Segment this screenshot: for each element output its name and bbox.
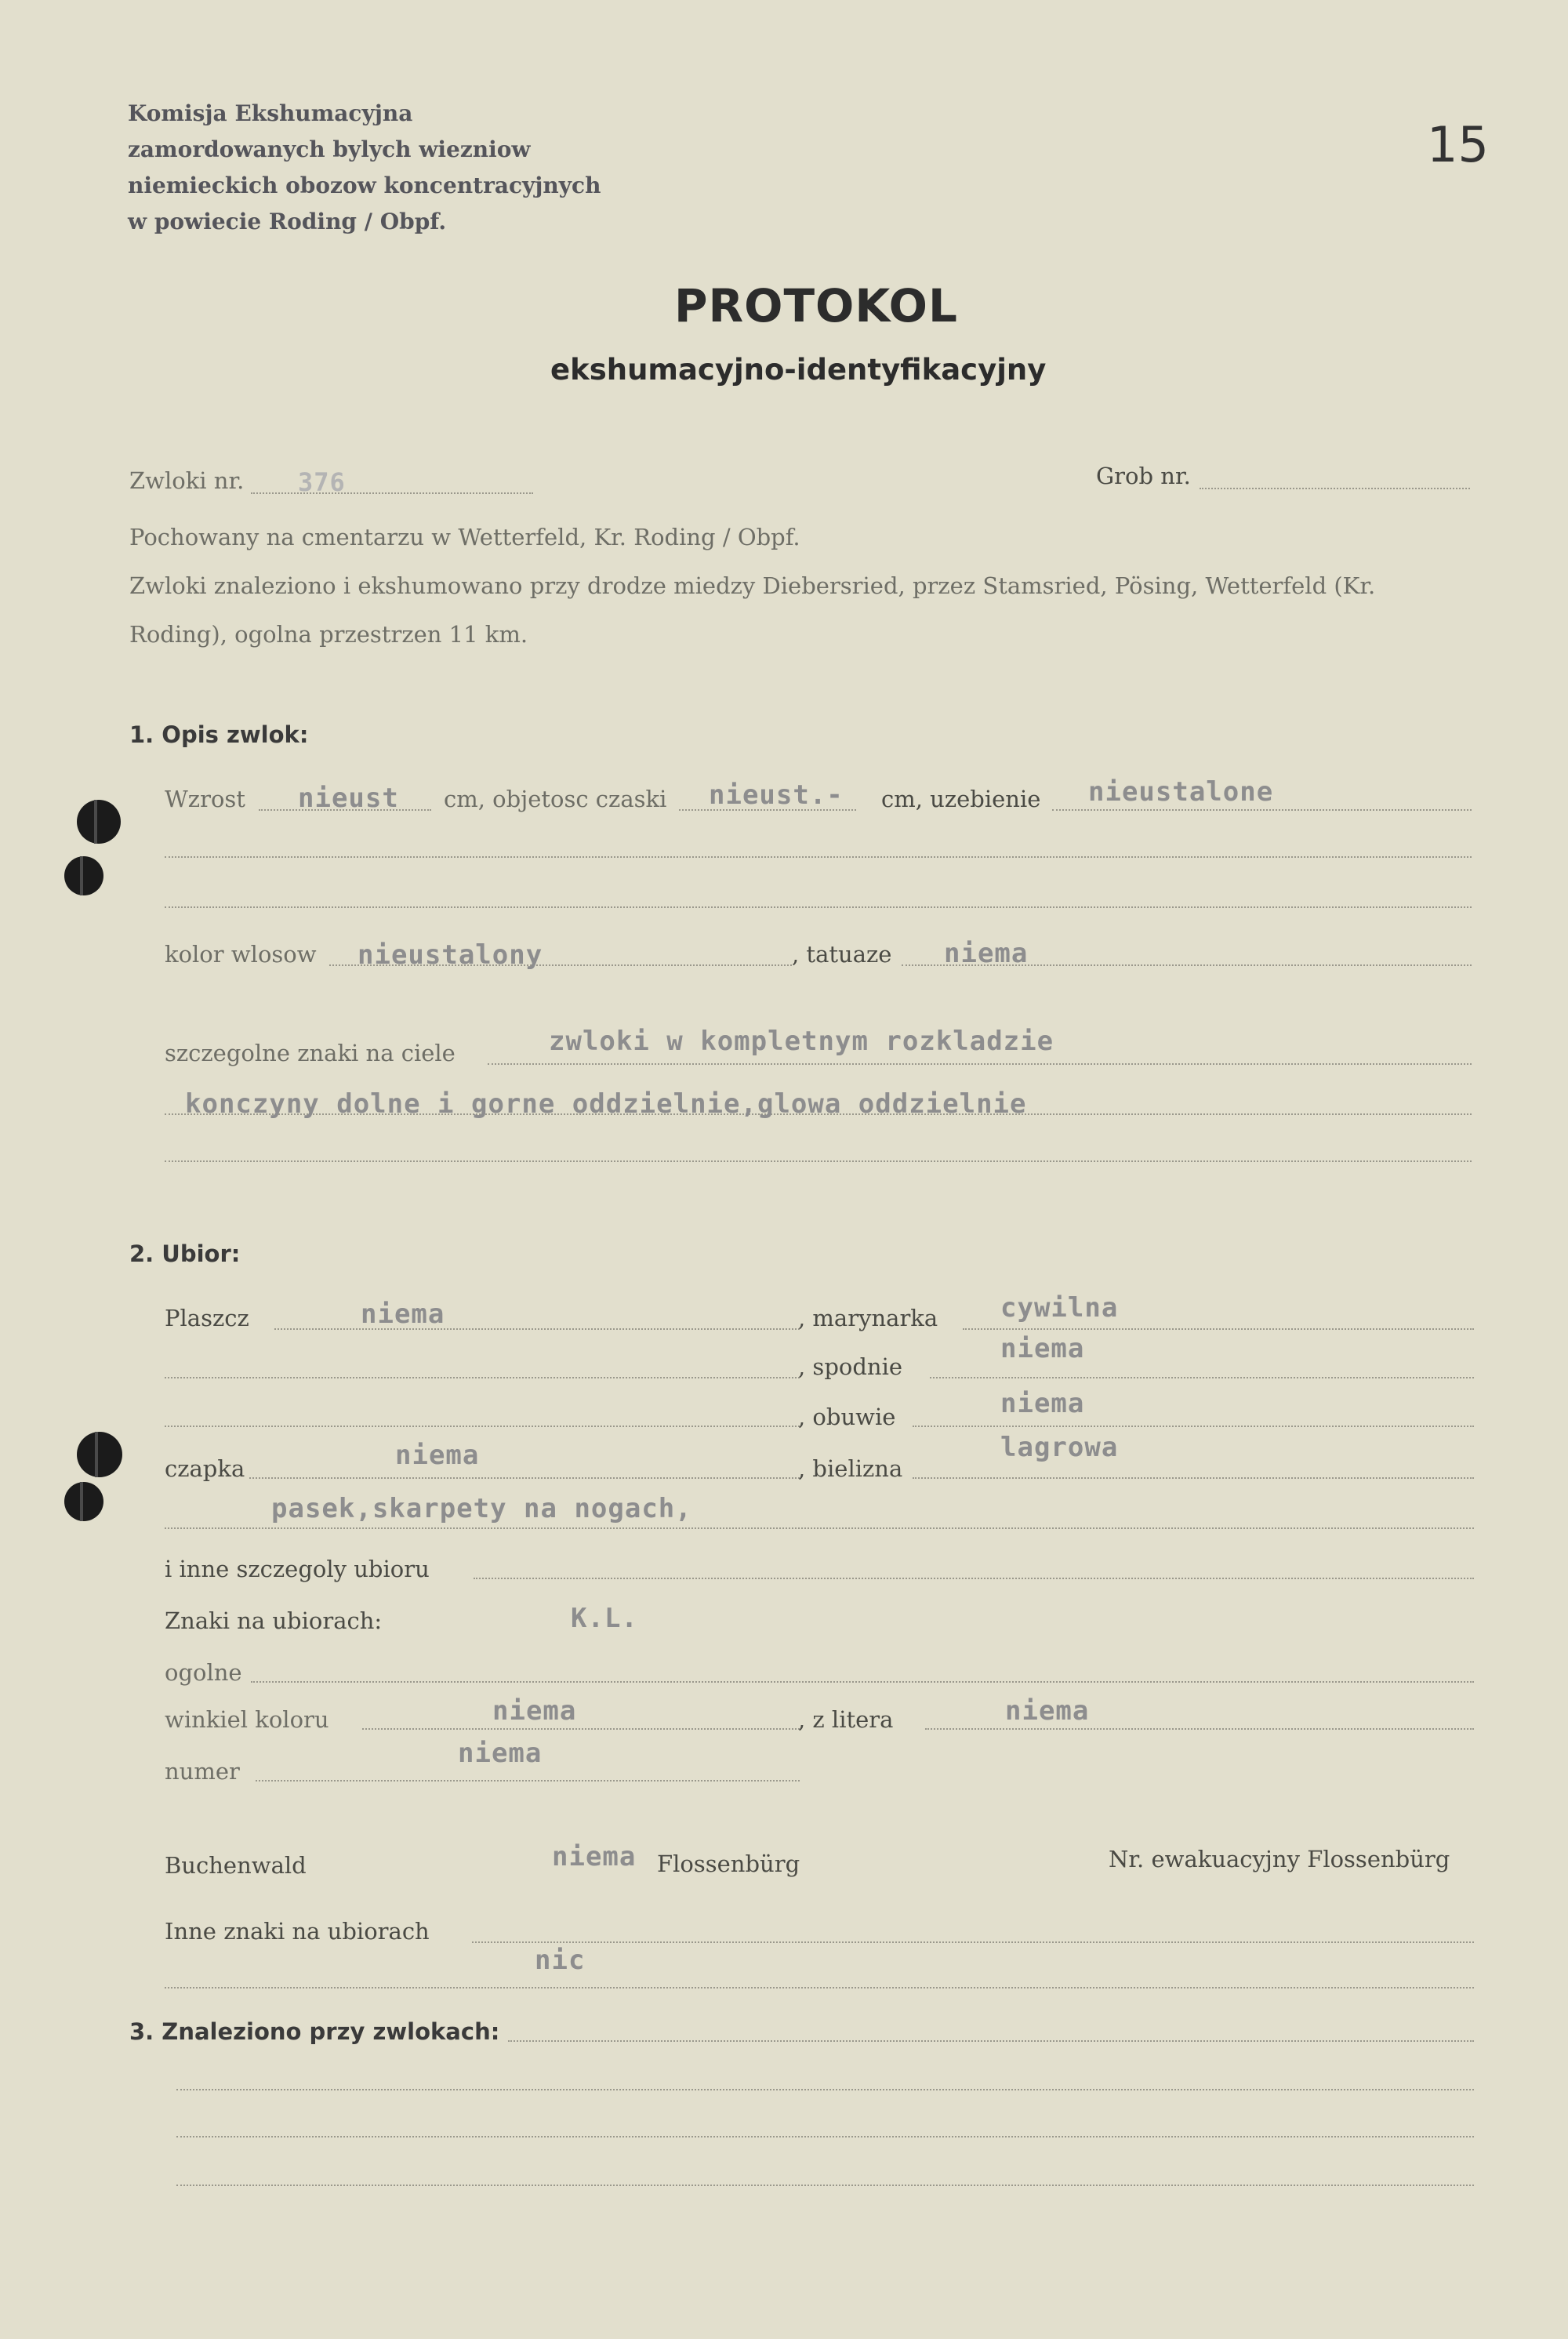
znaki-value-1: zwloki w kompletnym rozkladzie [549,1026,1054,1057]
obuwie-line [913,1426,1474,1427]
tatuaze-label: , tatuaze [792,941,892,968]
czapka-value: niema [395,1440,480,1471]
tatuaze-value: niema [944,938,1029,969]
winkiel-value: niema [492,1695,577,1727]
punch-hole [77,1432,122,1477]
plaszcz-value: niema [361,1298,445,1330]
bielizna-line [913,1477,1474,1479]
marynarka-value: cywilna [1000,1292,1119,1324]
wzrost-value: nieust [298,783,399,814]
uzebienie-value: nieustalone [1088,776,1274,808]
czaszka-value: nieust.- [709,779,844,811]
znaleziono-text-2: Roding), ogolna przestrzen 11 km. [129,621,528,648]
document-subtitle: ekshumacyjno-identyfikacyjny [550,353,1047,387]
znaki-ciele-label: szczegolne znaki na ciele [165,1040,456,1066]
buchenwald-value: niema [552,1841,637,1872]
ogolne-line [251,1681,1474,1683]
section-3-line-3 [176,2136,1474,2137]
section-3-line-1 [508,2040,1474,2042]
pochowany-text: Pochowany na cmentarzu w Wetterfeld, Kr. Roding / Obpf. [129,524,800,550]
kolor-label: kolor wlosow [165,941,317,968]
spodnie-line [930,1377,1474,1378]
inne-znaki-line-1 [472,1941,1474,1943]
znaleziono-text-1: Zwloki znaleziono i ekshumowano przy drodze miedzy Diebersried, przez Stamsried, Pösing, Wetterfeld (Kr. [129,572,1376,599]
spodnie-label: , spodnie [798,1353,903,1380]
kolor-value: nieustalony [358,939,543,971]
inne-znaki-value: nic [535,1945,586,1976]
section-3-heading: 3. Znaleziono przy zwlokach: [129,2018,500,2045]
czapka-label: czapka [165,1455,245,1482]
znaki-ubiorach-value: K.L. [571,1603,638,1634]
flossenburg-label: Flossenbürg [657,1850,800,1877]
cm-objetosc-label: cm, objetosc czaski [444,786,667,812]
cm-uzebienie-label: cm, uzebienie [881,786,1041,812]
grob-line [1200,488,1470,489]
commission-header [128,96,601,240]
obuwie-value: niema [1000,1388,1085,1419]
punch-hole [77,800,121,844]
zwloki-line [251,492,533,494]
header-line-4: w powiecie Roding / Obpf. [128,209,447,234]
plaszcz-line [274,1328,800,1330]
zwloki-label: Zwloki nr. [129,467,245,494]
extra-clothing-value: pasek,skarpety na nogach, [271,1493,692,1524]
header-line-1: Komisja Ekshumacyjna [128,100,413,126]
document-title: PROTOKOL [674,279,958,332]
blank-line-1 [165,856,1472,858]
punch-hole [64,1482,103,1521]
znaki-ubiorach-label: Znaki na ubiorach: [165,1607,383,1634]
header-line-2: zamordowanych bylych wiezniow [128,136,531,162]
ewakuacyjny-label: Nr. ewakuacyjny Flossenbürg [1109,1846,1450,1872]
header-line-3: niemieckich obozow koncentracyjnych [128,173,601,198]
plaszcz-label: Plaszcz [165,1305,249,1331]
znaki-value-2: konczyny dolne i gorne oddzielnie,glowa oddzielnie [185,1088,1027,1120]
section-1-heading: 1. Opis zwlok: [129,721,309,748]
section-3-line-4 [176,2185,1474,2186]
uzebienie-line [1052,809,1472,811]
bielizna-value: lagrowa [1000,1432,1119,1463]
marynarka-label: , marynarka [798,1305,938,1331]
winkiel-line [362,1728,800,1730]
wzrost-label: Wzrost [165,786,245,812]
ogolne-label: ogolne [165,1659,242,1686]
inne-znaki-label: Inne znaki na ubiorach [165,1918,430,1945]
section-2-heading: 2. Ubior: [129,1240,241,1267]
litera-label: , z litera [798,1706,894,1733]
numer-line [256,1780,800,1781]
litera-value: niema [1005,1695,1090,1727]
blank-line-3 [165,1160,1472,1162]
zwloki-value: 376 [298,467,346,497]
winkiel-label: winkiel koloru [165,1706,329,1733]
left-blank-line-1 [165,1377,800,1378]
extra-line [165,1527,1474,1529]
blank-line-2 [165,906,1472,908]
section-3-line-2 [176,2089,1474,2090]
znaki-line-1 [488,1063,1472,1065]
spodnie-value: niema [1000,1333,1085,1364]
grob-label: Grob nr. [1096,463,1191,489]
page-number: 15 [1427,116,1489,173]
buchenwald-label: Buchenwald [165,1852,307,1879]
obuwie-label: , obuwie [798,1404,896,1430]
czapka-line [249,1477,800,1479]
numer-value: niema [458,1738,543,1769]
bielizna-label: , bielizna [798,1455,903,1482]
litera-line [925,1728,1474,1730]
left-blank-line-2 [165,1426,800,1427]
inne-znaki-line-2 [165,1987,1474,1989]
inne-szczegoly-label: i inne szczegoly ubioru [165,1556,430,1582]
marynarka-line [963,1328,1474,1330]
punch-hole [64,856,103,895]
numer-label: numer [165,1758,240,1785]
inne-szczegoly-line [474,1578,1474,1579]
